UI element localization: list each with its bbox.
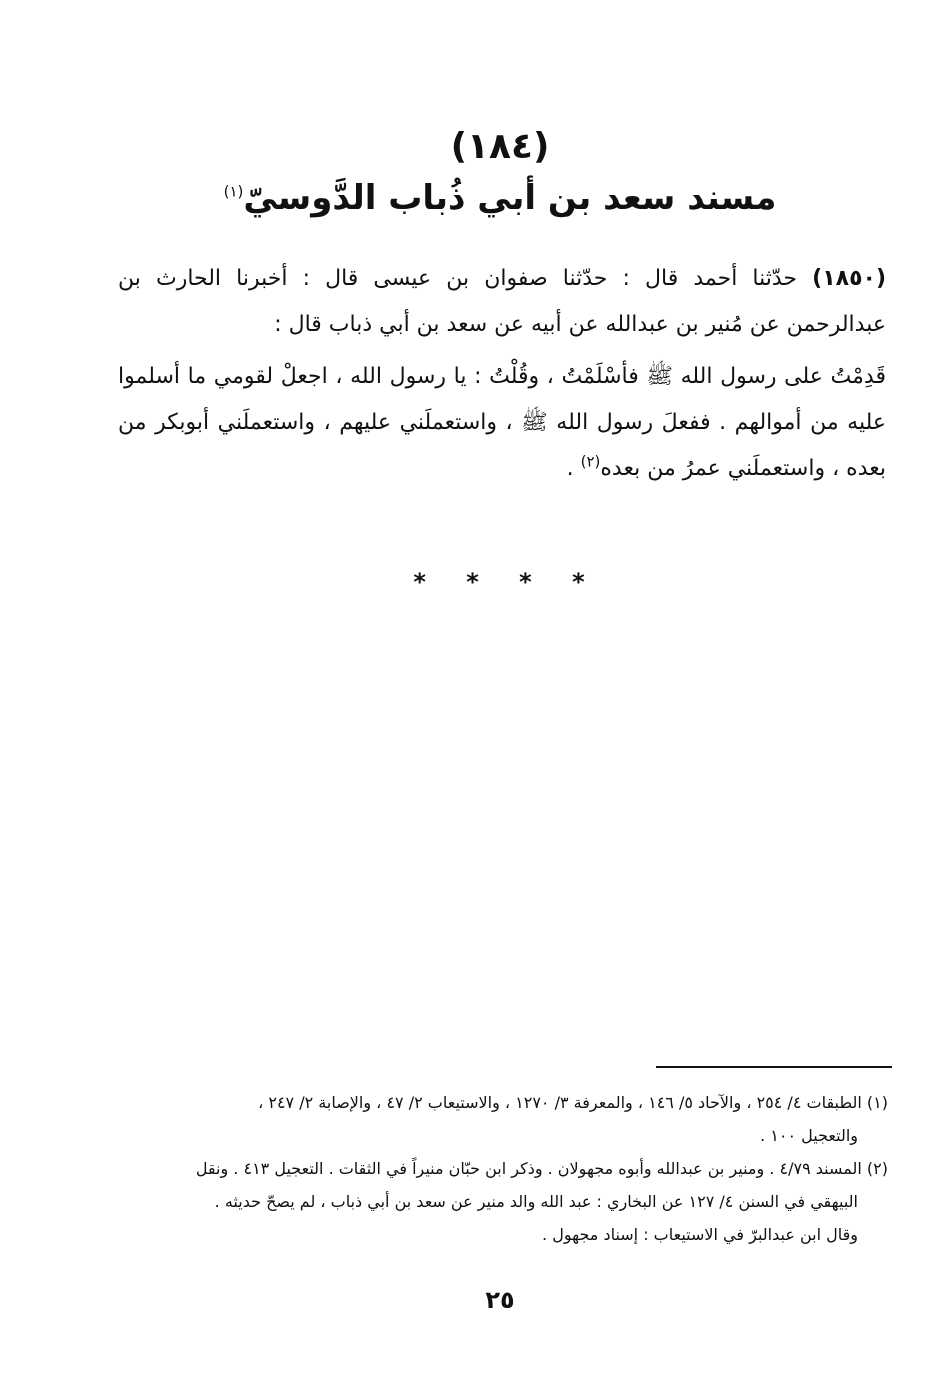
hadith-number: (١٨٥٠) [812, 266, 886, 291]
footnote-2-line-1: المسند ٤/٧٩ . ومنير بن عبدالله وأبوه مجهولان . وذكر ابن حبّان منيراً في الثقات . التعجيل ٤١٣ . ونقل [195, 1159, 867, 1178]
hadith-chain [118, 256, 886, 348]
chapter-title [0, 178, 948, 218]
footnotes [118, 1086, 888, 1251]
chapter-title-text: مسند سعد بن أبي ذُباب الدَّوسيّ [243, 178, 777, 218]
footnote-2-line-2: البيهقي في السنن ٤/ ١٢٧ عن البخاري : عبد الله والد منير عن سعد بن أبي ذباب ، لم يصحّ حديثه . [214, 1192, 858, 1211]
footnote-1-line-2: والتعجيل ١٠٠ . [760, 1126, 858, 1145]
footnote-2-line-3: وقال ابن عبدالبرّ في الاستيعاب : إسناد مجهول . [542, 1225, 858, 1244]
chapter-number: (١٨٤) [450, 126, 550, 167]
footnote-1-ref: (١) [866, 1093, 888, 1112]
hadith-chain-text: حدّثنا أحمد قال : حدّثنا صفوان بن عيسى قال : أخبرنا الحارث بن عبدالرحمن عن مُنير بن عبدالله عن أبيه عن سعد بن أبي ذباب قال : [118, 266, 886, 337]
content-footnote-ref: (٢) [580, 452, 601, 471]
footnote-2-ref: (٢) [866, 1159, 888, 1178]
footnote-2 [118, 1152, 888, 1251]
hadith-content-end: . [566, 456, 581, 481]
hadith-content [118, 354, 886, 492]
hadith-content-text: قَدِمْتُ على رسول الله ﷺ فأسْلَمْتُ ، وقُلْتُ : يا رسول الله ، اجعلْ لقومي ما أسلموا عليه من أموالهم . ففعلَ رسول الله ﷺ ، واستعملَني عليهم ، واستعملَني أبوبكر من بعده ، واستعملَني عمرُ من بعده [118, 364, 886, 481]
page-number: ٢٥ [485, 1286, 515, 1314]
title-footnote-ref: (١) [223, 182, 244, 201]
section-separator: * * * * [413, 568, 587, 596]
footnote-1 [118, 1086, 888, 1152]
footnote-divider [656, 1066, 892, 1068]
footnote-1-line-1: الطبقات ٤/ ٢٥٤ ، والآحاد ٥/ ١٤٦ ، والمعرفة ٣/ ١٢٧٠ ، والاستيعاب ٢/ ٤٧ ، والإصابة ٢/ ٢٤٧ ، [258, 1093, 867, 1112]
